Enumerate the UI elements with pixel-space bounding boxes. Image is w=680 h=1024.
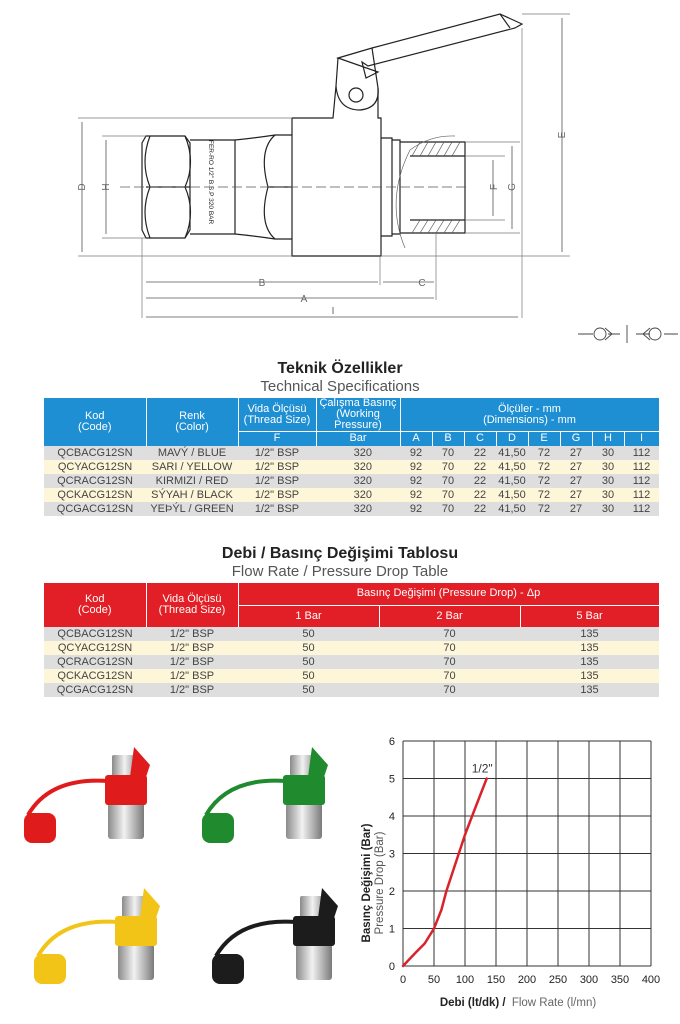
cell-pressure: 320 (316, 460, 400, 474)
cell-thread: 1/2" BSP (146, 669, 238, 683)
cell-b: 70 (432, 460, 464, 474)
cell-thread: 1/2" BSP (146, 641, 238, 655)
col-header-dim-A: A (400, 432, 432, 446)
flow-table-row (44, 655, 659, 669)
x-tick-label: 350 (610, 974, 630, 986)
col-header-dim-H: H (592, 432, 624, 446)
cell-code: QCKACG12SN (44, 669, 146, 683)
dust-cap (212, 954, 244, 984)
spec-table-row (44, 502, 659, 516)
col-header-dim-E: E (528, 432, 560, 446)
flow-col-header-thread: Vida Ölçüsü (Thread Size) (146, 583, 238, 627)
cap-flap (318, 888, 338, 924)
dim-label-C: C (418, 278, 426, 289)
col-header-dim-C: C (464, 432, 496, 446)
spec-title-tr: Teknik Özellikler (277, 360, 403, 377)
cell-color: SÝYAH / BLACK (146, 488, 238, 502)
coupling-body (292, 86, 381, 256)
cell-v1: 50 (238, 655, 379, 669)
cell-i: 112 (624, 474, 659, 488)
y-tick-label: 0 (388, 961, 395, 973)
spec-table (44, 398, 660, 516)
cell-code: QCBACG12SN (44, 627, 146, 641)
cell-code: QCYACG12SN (44, 460, 146, 474)
cell-i: 112 (624, 446, 659, 460)
pressure-drop-chart (350, 725, 680, 1024)
y-tick-label: 1 (388, 923, 395, 936)
cell-thread: 1/2" BSP (238, 488, 316, 502)
col-header-pressure-sub: Bar (316, 432, 400, 446)
cell-code: QCYACG12SN (44, 641, 146, 655)
cell-g: 27 (560, 488, 592, 502)
flow-col-header-5bar: 5 Bar (520, 605, 659, 627)
cell-v1: 50 (238, 627, 379, 641)
cell-c: 22 (464, 488, 496, 502)
cell-g: 27 (560, 446, 592, 460)
cell-thread: 1/2" BSP (238, 446, 316, 460)
col-header-color: Renk (Color) (146, 398, 238, 446)
dim-label-I: I (331, 306, 335, 317)
cell-v2: 70 (379, 655, 520, 669)
cell-code: QCKACG12SN (44, 488, 146, 502)
y-axis-label-en: Pressure Drop (Bar) (374, 831, 386, 935)
quick-coupling-symbol-icon (578, 325, 678, 343)
cap-flap (308, 747, 328, 783)
cell-v5: 135 (520, 627, 659, 641)
flow-table-row (44, 641, 659, 655)
cell-d: 41,50 (496, 446, 528, 460)
cell-a: 92 (400, 474, 432, 488)
col-header-dimensions: Ölçüler - mm (Dimensions) - mm (400, 398, 659, 432)
col-header-dim-B: B (432, 432, 464, 446)
product-photo-red (10, 735, 160, 850)
cell-c: 22 (464, 502, 496, 516)
flow-section-title (0, 545, 680, 580)
cell-d: 41,50 (496, 460, 528, 474)
cell-d: 41,50 (496, 488, 528, 502)
cell-pressure: 320 (316, 446, 400, 460)
flow-title-en: Flow Rate / Pressure Drop Table (231, 563, 449, 580)
flow-table-row (44, 669, 659, 683)
cell-b: 70 (432, 502, 464, 516)
flow-table-row (44, 683, 659, 697)
dim-label-B: B (258, 278, 266, 289)
y-tick-label: 4 (388, 811, 395, 823)
cell-a: 92 (400, 460, 432, 474)
product-photo-yellow (20, 876, 170, 991)
cell-b: 70 (432, 488, 464, 502)
cell-color: SARI / YELLOW (146, 460, 238, 474)
cell-a: 92 (400, 488, 432, 502)
y-tick-label: 6 (388, 736, 395, 748)
product-photo-black (198, 876, 348, 991)
cap-strap (206, 781, 286, 815)
cell-thread: 1/2" BSP (146, 683, 238, 697)
cap-flap (140, 888, 160, 924)
product-photo-green (188, 735, 338, 850)
cell-d: 41,50 (496, 502, 528, 516)
coupling-body-steel (108, 803, 144, 839)
cell-color: MAVÝ / BLUE (146, 446, 238, 460)
series-line-half-inch (403, 779, 487, 967)
flow-col-header-2bar: 2 Bar (379, 605, 520, 627)
technical-drawing (0, 0, 680, 350)
spec-table-row (44, 488, 659, 502)
cell-color: YEÞÝL / GREEN (146, 502, 238, 516)
cell-color: KIRMIZI / RED (146, 474, 238, 488)
cell-a: 92 (400, 502, 432, 516)
cell-h: 30 (592, 446, 624, 460)
lever (338, 14, 522, 78)
cell-i: 112 (624, 502, 659, 516)
cell-code: QCGACG12SN (44, 683, 146, 697)
cell-b: 70 (432, 446, 464, 460)
x-tick-label: 50 (427, 974, 441, 986)
x-tick-label: 400 (641, 974, 661, 986)
cell-e: 72 (528, 446, 560, 460)
cell-h: 30 (592, 502, 624, 516)
cell-i: 112 (624, 488, 659, 502)
flow-table (44, 583, 660, 697)
flow-title-tr: Debi / Basınç Değişimi Tablosu (221, 545, 459, 562)
spec-table-row (44, 474, 659, 488)
dust-cap (34, 954, 66, 984)
flow-col-header-code: Kod (Code) (44, 583, 146, 627)
cell-g: 27 (560, 474, 592, 488)
cell-thread: 1/2" BSP (146, 655, 238, 669)
x-axis-label-en: Flow Rate (l/mn) (511, 997, 597, 1009)
x-tick-label: 150 (486, 974, 506, 986)
flow-col-header-1bar: 1 Bar (238, 605, 379, 627)
pivot-hole (349, 88, 363, 102)
cell-v5: 135 (520, 641, 659, 655)
cell-h: 30 (592, 488, 624, 502)
cell-e: 72 (528, 460, 560, 474)
col-header-dim-G: G (560, 432, 592, 446)
cell-c: 22 (464, 460, 496, 474)
x-tick-label: 250 (548, 974, 568, 986)
cell-thread: 1/2" BSP (238, 460, 316, 474)
y-tick-label: 2 (388, 886, 395, 898)
cell-b: 70 (432, 474, 464, 488)
cell-pressure: 320 (316, 474, 400, 488)
x-tick-label: 100 (455, 974, 475, 986)
cell-v5: 135 (520, 683, 659, 697)
col-header-dim-D: D (496, 432, 528, 446)
x-axis-label (440, 997, 597, 1009)
spec-table-row (44, 446, 659, 460)
cell-code: QCRACG12SN (44, 655, 146, 669)
cell-v2: 70 (379, 683, 520, 697)
spec-table-row (44, 460, 659, 474)
cell-code: QCGACG12SN (44, 502, 146, 516)
cell-e: 72 (528, 474, 560, 488)
series-label: 1/2" (471, 761, 493, 776)
y-axis-label-tr: Basınç Değişimi (Bar) (361, 823, 373, 943)
cell-v1: 50 (238, 641, 379, 655)
flow-table-row (44, 627, 659, 641)
cell-v5: 135 (520, 669, 659, 683)
dust-cap (202, 813, 234, 843)
spec-section-title (0, 360, 680, 395)
cell-code: QCBACG12SN (44, 446, 146, 460)
cell-g: 27 (560, 460, 592, 474)
cell-code: QCRACG12SN (44, 474, 146, 488)
cell-v1: 50 (238, 683, 379, 697)
dim-label-H: H (101, 183, 112, 191)
cell-v2: 70 (379, 641, 520, 655)
cell-thread: 1/2" BSP (146, 627, 238, 641)
dim-label-D: D (77, 183, 88, 191)
dust-cap (24, 813, 56, 843)
dim-label-E: E (557, 131, 568, 139)
col-header-pressure: Çalışma Basınç (Working Pressure) (316, 398, 400, 432)
y-tick-label: 3 (388, 848, 395, 861)
body-marking: FER-RO 1/2" B.S.P 320 BAR (207, 140, 214, 225)
x-axis-label-tr: Debi (lt/dk) / (439, 997, 506, 1009)
col-header-dim-I: I (624, 432, 659, 446)
cap-strap (38, 922, 118, 956)
cell-c: 22 (464, 474, 496, 488)
y-tick-label: 5 (388, 773, 395, 786)
x-tick-label: 0 (399, 974, 407, 986)
cell-pressure: 320 (316, 502, 400, 516)
col-header-thread-sub: F (238, 432, 316, 446)
cell-i: 112 (624, 460, 659, 474)
x-tick-label: 200 (517, 974, 537, 986)
dim-label-F: F (489, 183, 500, 191)
x-tick-label: 300 (579, 974, 599, 986)
spec-title-en: Technical Specifications (260, 378, 420, 395)
cell-thread: 1/2" BSP (238, 502, 316, 516)
cell-thread: 1/2" BSP (238, 474, 316, 488)
cap-strap (216, 922, 296, 956)
cell-c: 22 (464, 446, 496, 460)
cap-strap (28, 781, 108, 815)
dim-label-G: G (507, 183, 518, 191)
cell-g: 27 (560, 502, 592, 516)
cell-h: 30 (592, 460, 624, 474)
cell-d: 41,50 (496, 474, 528, 488)
cap-flap (130, 747, 150, 783)
flow-col-header-pressure-drop: Basınç Değişimi (Pressure Drop) - Δp (238, 583, 659, 605)
cell-v2: 70 (379, 627, 520, 641)
cell-e: 72 (528, 488, 560, 502)
dim-label-A: A (300, 294, 308, 305)
cell-e: 72 (528, 502, 560, 516)
cell-v1: 50 (238, 669, 379, 683)
coupling-body-steel (286, 803, 322, 839)
coupling-body-steel (296, 944, 332, 980)
cell-a: 92 (400, 446, 432, 460)
col-header-code: Kod (Code) (44, 398, 146, 446)
coupling-body-steel (118, 944, 154, 980)
cell-v2: 70 (379, 669, 520, 683)
cell-v5: 135 (520, 655, 659, 669)
col-header-thread: Vida Ölçüsü (Thread Size) (238, 398, 316, 432)
cell-h: 30 (592, 474, 624, 488)
cell-pressure: 320 (316, 488, 400, 502)
